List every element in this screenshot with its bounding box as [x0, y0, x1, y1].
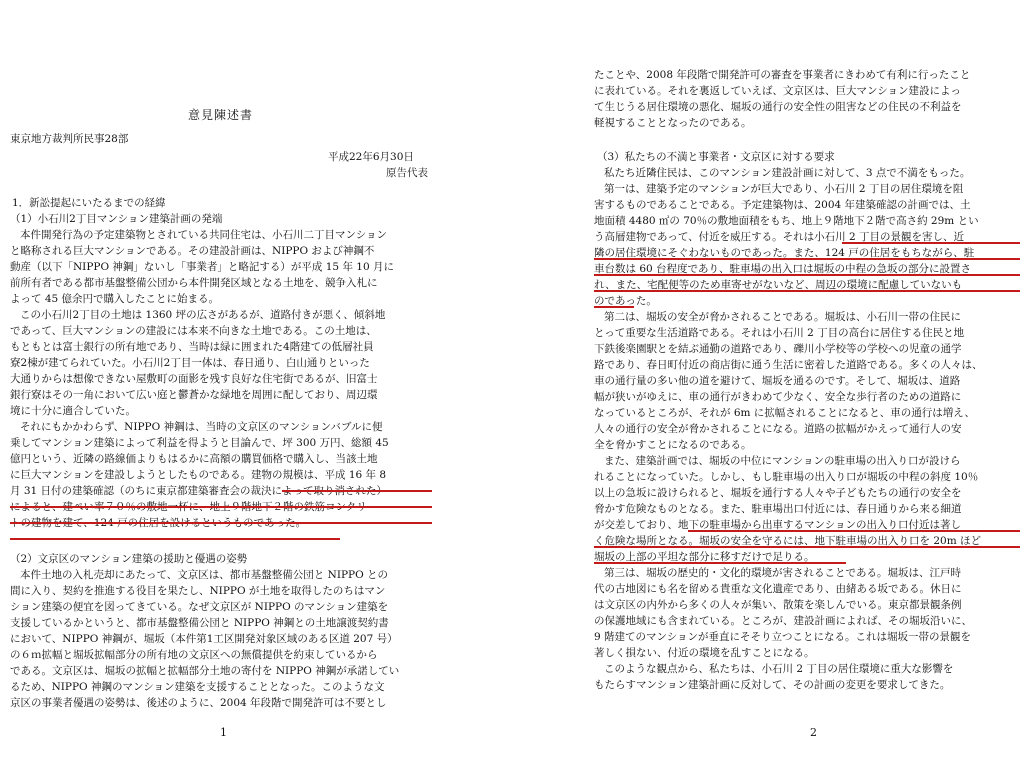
text-line: て生じうる居住環境の悪化、堀坂の通行の安全性の阻害などの住民の不利益を [594, 101, 962, 113]
text-line: もたらすマンション建築計画に反対して、その計画の変更を要求してきた。 [594, 679, 951, 691]
text-line: く危険な場所となる。堀坂の安全を守るには、地下駐車場の出入り口を 20m ほど [594, 535, 981, 547]
text-line: に表れている。それを裏返していえば、文京区は、巨大マンション建設によっ [594, 85, 962, 97]
text-line: 以上の急坂に設けられると、堀坂を通行する人々や子どもたちの通行の安全を [594, 487, 962, 499]
text-line: と略称される巨大マンションである。その建設計画は、NIPPO および神鋼不 [10, 245, 375, 257]
document-title: 意見陳述書 [188, 108, 254, 122]
text-line: 9 階建てのマンションが垂直にそそり立つことになる。これは堀坂一帯の景観を [594, 631, 972, 643]
document-date: 平成22年6月30日 [328, 151, 414, 163]
highlight-underline [10, 506, 432, 508]
text-line: 間に入り、契約を推進する役目を果たし、NIPPO が土地を取得したのちはマン [10, 585, 386, 597]
text-line: れることになっていた。しかし、もし駐車場の出入り口が堀坂の中程の斜度 10％ [594, 471, 979, 483]
text-line: トの建物を建て、124 戸の住居を設けるというものであった。 [10, 517, 307, 529]
text-line: 私たち近隣住民は、このマンション建設計画に対して、3 点で不満をもった。 [604, 167, 971, 179]
text-line: また、建築計画では、堀坂の中位にマンションの駐車場の出入り口が設けら [604, 455, 961, 467]
text-line: であって、巨大マンションの建設には本来不向きな土地である。この土地は、 [10, 325, 377, 337]
text-line: は文京区の内外から多くの人々が集い、散策を楽しんでいる。東京都景観条例 [594, 599, 962, 611]
highlight-underline [282, 490, 432, 492]
text-line: それにもかかわらず、NIPPO 神鋼は、当時の文京区のマンションバブルに便 [20, 421, 383, 433]
page-number: 1 [220, 726, 227, 739]
highlight-underline [594, 562, 846, 564]
text-line: 地面積 4480 ㎡の 70％の敷地面積をもち、地上９階地下２階で高さ約 29m とい [594, 215, 979, 227]
text-line: 銀行寮はその一角において広い庭と鬱蒼かな緑地を周囲に配しており、周辺環 [10, 389, 378, 401]
text-line: において、NIPPO 神鋼が、堀坂（本件第1工区開発対象区域のある区道 207 号） [10, 633, 398, 645]
text-line: ション建築の便宜を図ってきている。なぜ文京区が NIPPO のマンション建築を [10, 601, 389, 613]
text-line: 乗してマンション建築によって利益を得ようと目論んで、坪 300 万円、総額 45 [10, 437, 389, 449]
text-line: 下鉄後楽園駅とを結ぶ通勤の道路であり、礫川小学校等の学校への児童の通学 [594, 343, 962, 355]
text-line: れ、また、宅配便等のため車寄せがないなど、周辺の環境に配慮していないも [594, 279, 963, 291]
text-line: たことや、2008 年段階で開発許可の審査を事業者にきわめて有利に行ったこと [594, 69, 971, 81]
text-line: 寮2棟が建てられていた。小石川2丁目一体は、春日通り、白山通りといった [10, 357, 370, 369]
text-line: 第一は、建築予定のマンションが巨大であり、小石川 2 丁目の居住環境を阻 [604, 183, 964, 195]
subsection-heading-1: （1）小石川2丁目マンション建築計画の発端 [10, 213, 223, 225]
text-line: う高層建物であって、付近を威圧する。それは小石川 2 丁目の景観を害し、近 [594, 231, 965, 243]
highlight-underline [688, 530, 1020, 532]
text-line: 大通りからは想像できない屋敷町の面影を残す良好な住宅街であるが、旧富士 [10, 373, 378, 385]
highlight-underline [10, 538, 340, 540]
text-line: の６ｍ拡幅と堀坂拡幅部分の所有地の文京区への無償提供を約束しているから [10, 649, 378, 661]
text-line: 隣の居住環境にそぐわないものであった。また、124 戸の住居をもちながら、駐 [594, 247, 975, 259]
text-line: よって 45 億余円で購入したことに始まる。 [10, 293, 220, 305]
subsection-heading-2: （2）文京区のマンション建築の援助と優遇の姿勢 [10, 553, 248, 565]
text-line: が交差しており、地下の駐車場から出車するマンションの出入り口付近は著し [594, 519, 962, 531]
text-line: によると、建ぺい率７０％の敷地一杯に、地上９階地下２階の鉄筋コンクリー [10, 501, 378, 513]
text-line: このような観点から、私たちは、小石川 2 丁目の居住環境に重大な影響を [604, 663, 954, 675]
page-number: 2 [810, 726, 817, 739]
text-line: 代の古地図にも名を留める貴重な文化遺産であり、由緒ある坂である。休日に [594, 583, 962, 595]
text-line: のであった。 [594, 295, 657, 307]
text-line: 堀坂の上部の平坦な部分に移すだけで足りる。 [594, 551, 815, 563]
text-line: るため、NIPPO 神鋼のマンション建築を支援することとなった。このような文 [10, 681, 385, 693]
text-line: この小石川2丁目の土地は 1360 坪の広さがあるが、道路付きが悪く、傾斜地 [20, 309, 386, 321]
highlight-underline [594, 546, 1020, 548]
text-line: 害するものであることである。予定建築物は、2004 年建築確認の計画では、土 [594, 199, 971, 211]
text-line: 動産（以下「NIPPO 神鋼」ないし「事業者」と略記する）が平成 15 年 10 月に [10, 261, 394, 273]
page-2 [512, 0, 1024, 768]
text-line: 軽視することとなったのである。 [594, 117, 752, 129]
text-line: 第二は、堀坂の安全が脅かされることである。堀坂は、小石川一帯の住民に [604, 311, 961, 323]
text-line: 境に十分に適合していた。 [10, 405, 136, 417]
court-name: 東京地方裁判所民事28部 [10, 133, 129, 145]
text-line: に巨大マンションを建設しようとしたものである。建物の規模は、平成 16 年 8 [10, 469, 387, 481]
text-line: 第三は、堀坂の歴史的・文化的環境が害されることである。堀坂は、江戸時 [604, 567, 961, 579]
text-line: 月 31 日付の建築確認（のちに東京都建築審査会の裁決によって取り消された） [10, 485, 388, 497]
highlight-underline [594, 258, 1020, 260]
text-line: 車の通行量の多い他の道を避けて、堀坂を通るのです。そして、堀坂は、道路 [594, 375, 961, 387]
party-name: 原告代表 [386, 167, 428, 179]
text-line: 京区の事業者優遇の姿勢は、後述のように、2004 年段階で開発許可は不要とし [10, 697, 387, 709]
text-line: 本件開発行為の予定建築物とされている共同住宅は、小石川二丁目マンション [20, 229, 388, 241]
subsection-heading-3: （3）私たちの不満と事業者・文京区に対する要求 [597, 151, 835, 163]
highlight-underline [842, 242, 1020, 244]
text-line: 脅かす危険なものとなる。また、駐車場出口付近には、春日通りから来る細道 [594, 503, 962, 515]
text-line: 本件土地の入札売却にあたって、文京区は、都市基盤整備公団と NIPPO との [20, 569, 389, 581]
text-line: 幅が狭いがゆえに、車の通行がきわめて少なく、安全な歩行者のための道路に [594, 391, 962, 403]
highlight-underline [594, 290, 1020, 292]
text-line: なっているところが、それが 6m に拡幅されることになると、車の通行は増え、 [594, 407, 975, 419]
text-line: の保護地域にも含まれている。ところが、建設計画によれば、その堀坂沿いに、 [594, 615, 972, 627]
section-heading: 1．新訟提起にいたるまでの経緯 [12, 197, 166, 209]
highlight-underline [594, 274, 1020, 276]
text-line: 全を脅かすことになるのである。 [594, 439, 752, 451]
text-line: 車台数は 60 台程度であり、駐車場の出入口は堀坂の中程の急坂の部分に設置さ [594, 263, 972, 275]
highlight-underline [10, 522, 432, 524]
text-line: 著しく損ない、付近の環境を乱すことになる。 [594, 647, 815, 659]
highlight-underline [594, 306, 634, 308]
text-line: もともとは富士銀行の所有地であり、当時は緑に囲まれた4階建ての低層社員 [10, 341, 374, 353]
text-line: 支援しているかというと、都市基盤整備公団と NIPPO 神鋼との土地譲渡契約書 [10, 617, 389, 629]
text-line: である。文京区は、堀坂の拡幅と拡幅部分土地の寄付を NIPPO 神鋼が承諾してい [10, 665, 400, 677]
text-line: 路であり、春日町付近の商店街に通う生活に密着した道路である。多くの人々は、 [594, 359, 983, 371]
text-line: 前所有者である都市基盤整備公団から本件開発区域となる土地を、競争入札に [10, 277, 378, 289]
text-line: 億円という、近隣の路線価よりもはるかに高額の購買価格で購入し、当該土地 [10, 453, 378, 465]
text-line: 人々の通行の安全が脅かされることになる。道路の拡幅がかえって通行人の安 [594, 423, 962, 435]
text-line: とって重要な生活道路である。それは小石川 2 丁目の高台に居住する住民と地 [594, 327, 965, 339]
